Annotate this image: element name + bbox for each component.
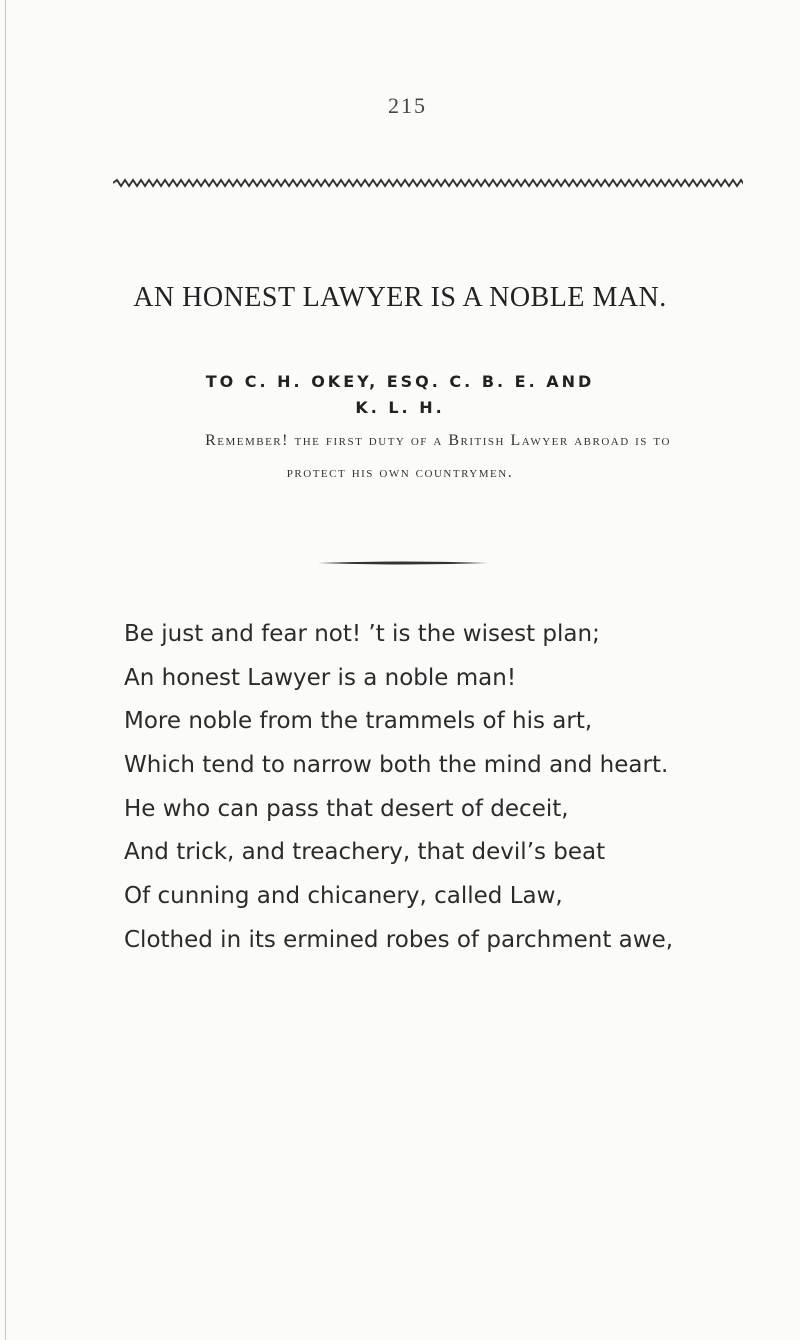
ornamental-rule [113,178,743,188]
poem-line: More noble from the trammels of his art, [124,708,593,735]
poem-line: He who can pass that desert of deceit, [124,795,569,822]
epigraph-line-2: protect his own countrymen. [286,464,514,481]
poem-line: Of cunning and chicanery, called Law, [124,883,563,910]
section-divider [318,560,488,566]
page-number: 215 [388,93,427,118]
poem-line: And trick, and treachery, that devil’s beat [124,839,606,866]
poem-line: Which tend to narrow both the mind and heart. [124,752,669,779]
dedication-line-1: TO C. H. OKEY, ESQ. C. B. E. AND [205,372,595,391]
poem [124,622,764,972]
poem-line: Clothed in its ermined robes of parchment awe, [124,926,674,953]
dedication-line-2: K. L. H. [355,398,445,417]
page-edge-line [5,0,6,1340]
poem-line: Be just and fear not! ’t is the wisest plan; [124,621,600,647]
page-title: AN HONEST LAWYER IS A NOBLE MAN. [133,282,667,313]
poem-line: An honest Lawyer is a noble man! [124,664,517,691]
epigraph-line-1: Remember! the first duty of a British Lawyer abroad is to [205,432,671,449]
